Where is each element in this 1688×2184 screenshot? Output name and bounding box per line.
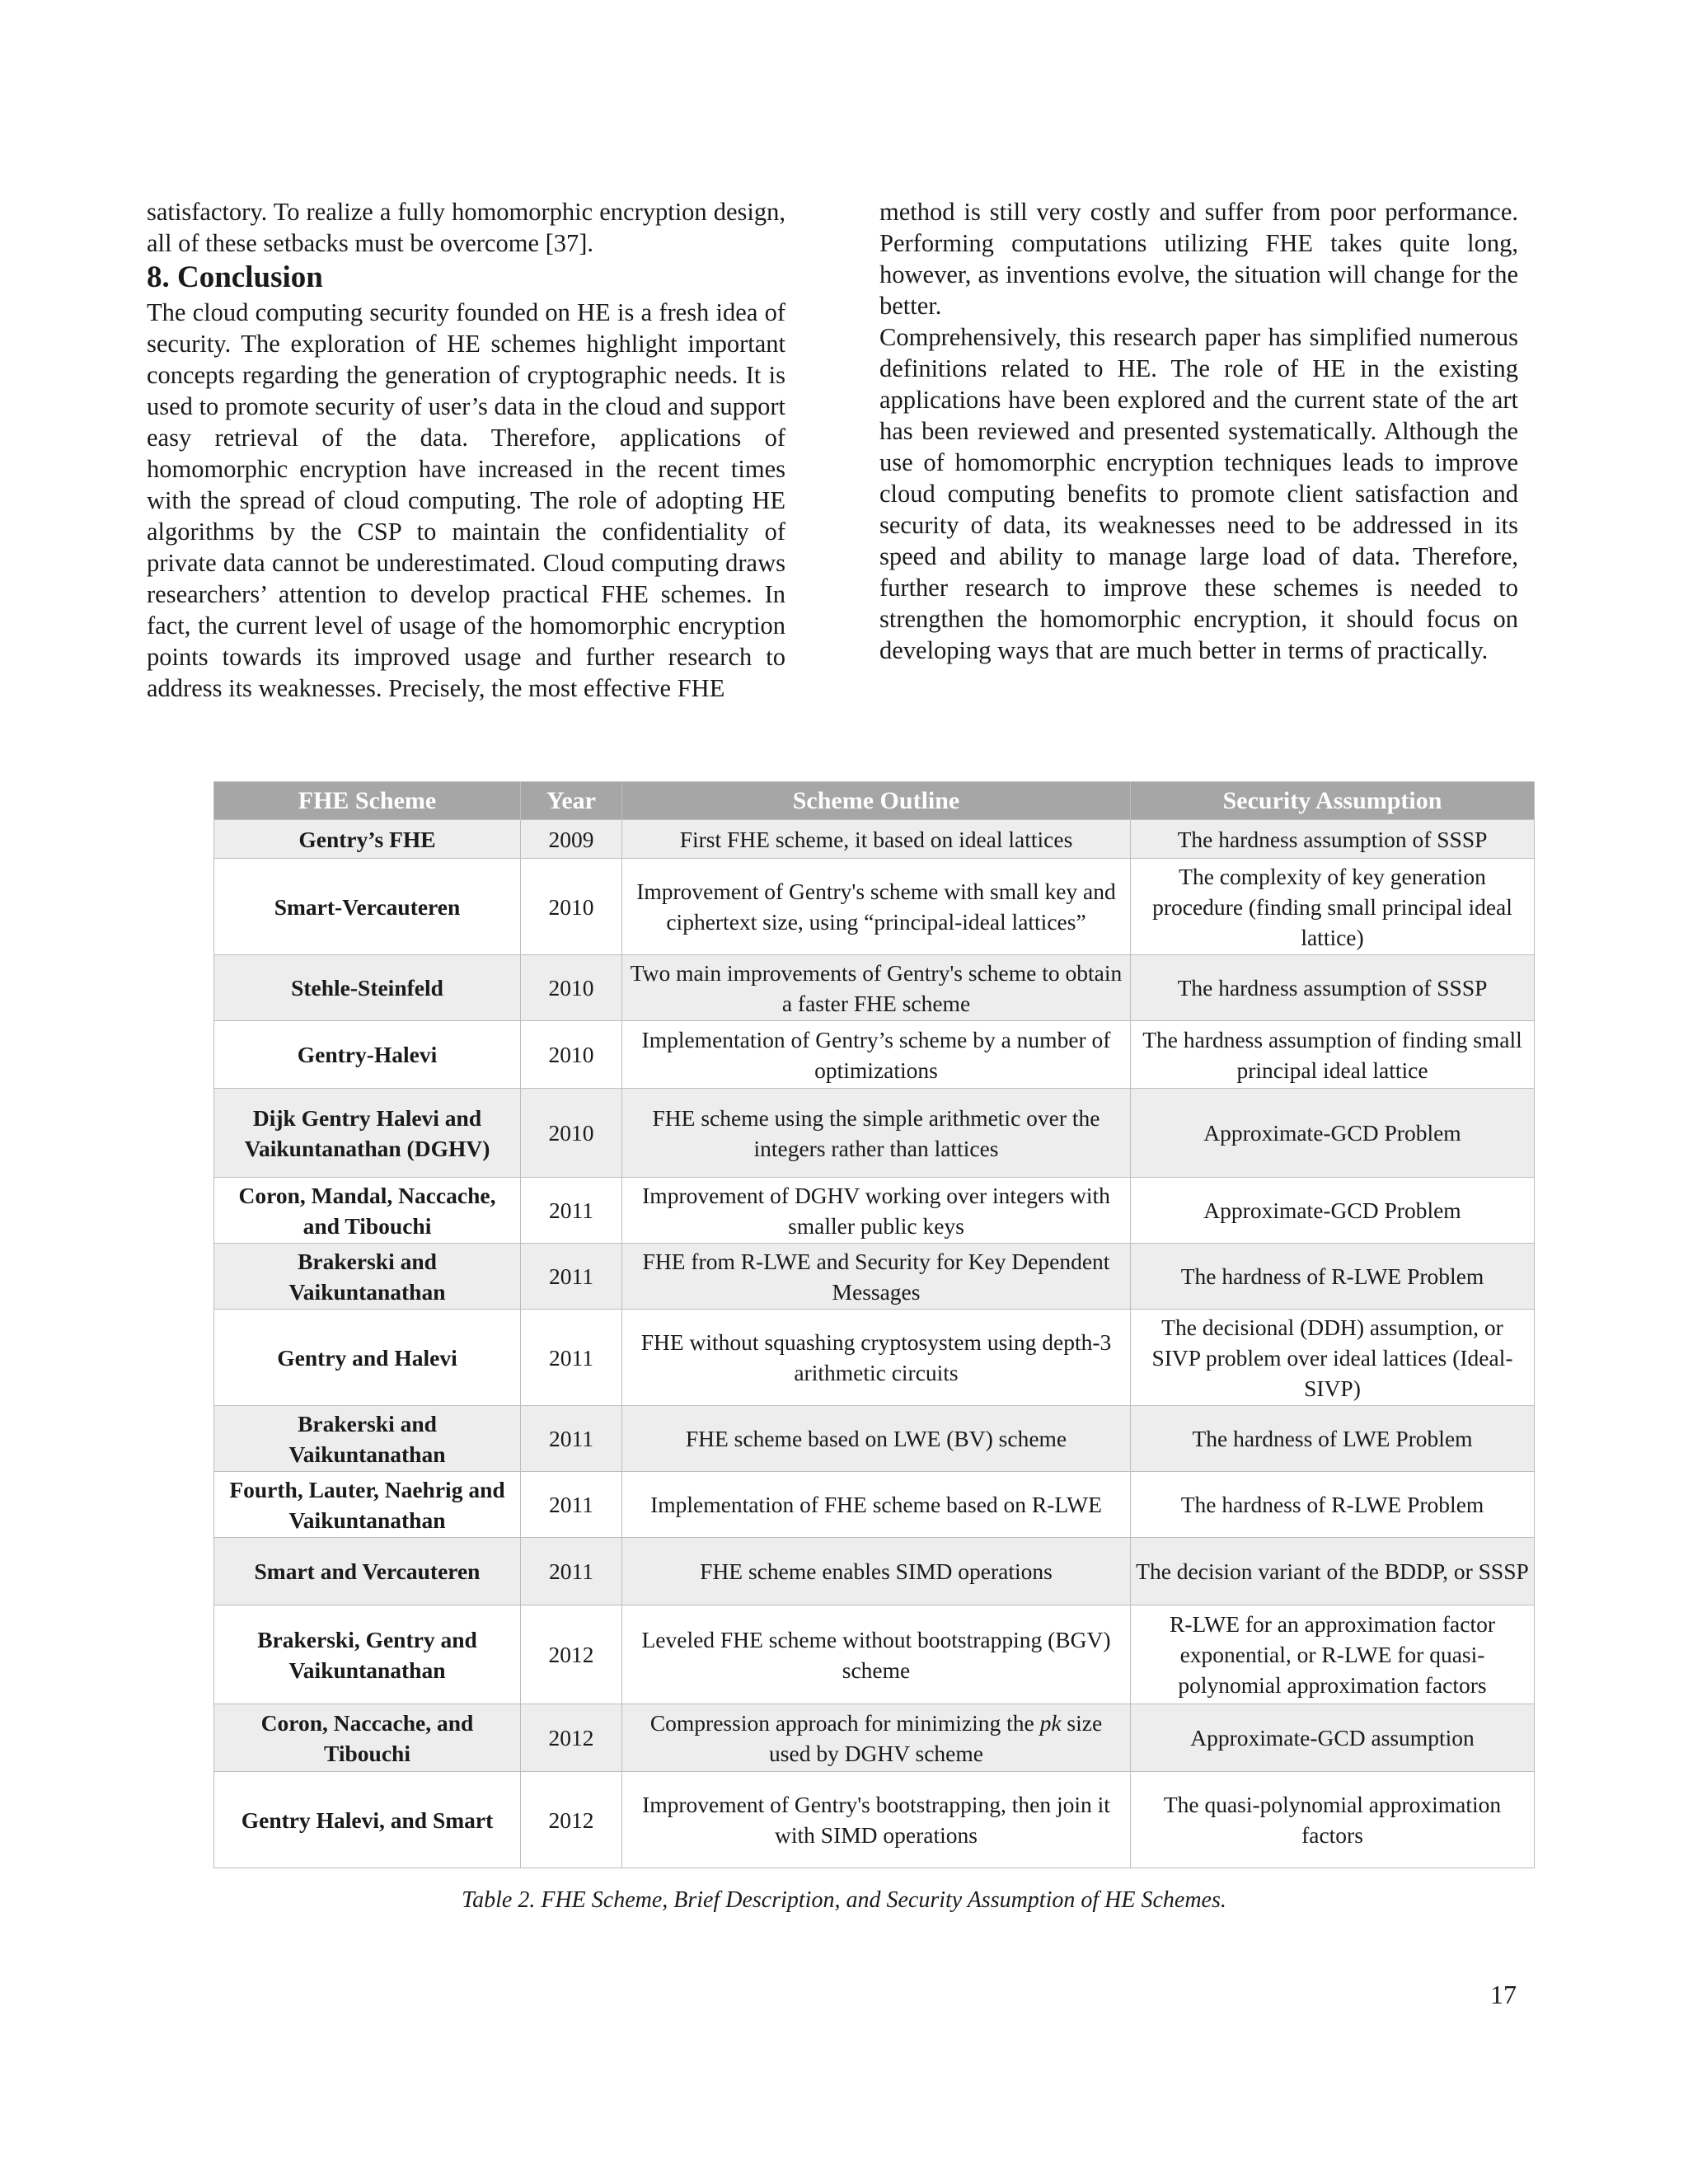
- header-cell: Year: [521, 782, 622, 820]
- scheme-cell: Brakerski, Gentry and Vaikuntanathan: [214, 1605, 521, 1704]
- left-text-column: [147, 196, 785, 704]
- year-cell: 2012: [521, 1772, 622, 1868]
- security-cell: The hardness assumption of SSSP: [1131, 820, 1535, 859]
- outline-cell: [622, 1704, 1131, 1772]
- scheme-cell: Gentry-Halevi: [214, 1021, 521, 1089]
- year-cell: 2012: [521, 1605, 622, 1704]
- outline-cell: FHE scheme enables SIMD operations: [622, 1538, 1131, 1605]
- scheme-cell: Fourth, Lauter, Naehrig and Vaikuntanathan: [214, 1472, 521, 1538]
- header-cell: Security Assumption: [1131, 782, 1535, 820]
- table-row: [214, 1704, 1535, 1772]
- outline-cell: Improvement of Gentry's scheme with small key and ciphertext size, using “principal-ideal lattices”: [622, 859, 1131, 955]
- security-cell: The complexity of key generation procedure (finding small principal ideal lattice): [1131, 859, 1535, 955]
- outline-text: Compression approach for minimizing the: [649, 1709, 1040, 1736]
- section-heading: 8. Conclusion: [147, 260, 323, 294]
- scheme-cell: Coron, Naccache, and Tibouchi: [214, 1704, 521, 1772]
- right-text-column: [879, 196, 1518, 666]
- table-row: [214, 1605, 1535, 1704]
- year-cell: 2011: [521, 1244, 622, 1310]
- outline-cell: First FHE scheme, it based on ideal lattices: [622, 820, 1131, 859]
- scheme-cell: Gentry and Halevi: [214, 1310, 521, 1406]
- scheme-cell: Smart-Vercauteren: [214, 859, 521, 955]
- security-cell: The decision variant of the BDDP, or SSSP: [1131, 1538, 1535, 1605]
- scheme-cell: Gentry’s FHE: [214, 820, 521, 859]
- security-cell: Approximate-GCD assumption: [1131, 1704, 1535, 1772]
- year-cell: 2010: [521, 955, 622, 1021]
- outline-cell: FHE without squashing cryptosystem using depth-3 arithmetic circuits: [622, 1310, 1131, 1406]
- outline-cell: FHE from R-LWE and Security for Key Dependent Messages: [622, 1244, 1131, 1310]
- table-row: [214, 1089, 1535, 1178]
- year-cell: 2010: [521, 1089, 622, 1178]
- security-cell: The hardness assumption of SSSP: [1131, 955, 1535, 1021]
- scheme-cell: Gentry Halevi, and Smart: [214, 1772, 521, 1868]
- table-row: [214, 1310, 1535, 1406]
- table-row: [214, 1406, 1535, 1472]
- year-cell: 2012: [521, 1704, 622, 1772]
- table-row: [214, 820, 1535, 859]
- table-row: [214, 1244, 1535, 1310]
- scheme-cell: Dijk Gentry Halevi and Vaikuntanathan (DGHV): [214, 1089, 521, 1178]
- table-row: [214, 1472, 1535, 1538]
- security-cell: The hardness of R-LWE Problem: [1131, 1244, 1535, 1310]
- outline-cell: Improvement of DGHV working over integers with smaller public keys: [622, 1178, 1131, 1244]
- scheme-cell: Brakerski and Vaikuntanathan: [214, 1406, 521, 1472]
- year-cell: 2011: [521, 1178, 622, 1244]
- outline-cell: FHE scheme based on LWE (BV) scheme: [622, 1406, 1131, 1472]
- year-cell: 2009: [521, 820, 622, 859]
- header-cell: Scheme Outline: [622, 782, 1131, 820]
- table-caption: Table 2. FHE Scheme, Brief Description, and Security Assumption of HE Schemes.: [462, 1887, 1226, 1913]
- paragraph: satisfactory. To realize a fully homomorphic encryption design, all of these setbacks must be overcome [37].: [147, 198, 785, 257]
- year-cell: 2011: [521, 1472, 622, 1538]
- outline-italic-text: pk: [1039, 1709, 1062, 1736]
- scheme-cell: Brakerski and Vaikuntanathan: [214, 1244, 521, 1310]
- fhe-schemes-table: [213, 781, 1535, 1868]
- security-cell: The hardness of LWE Problem: [1131, 1406, 1535, 1472]
- page-number: 17: [1490, 1980, 1517, 2009]
- year-cell: 2011: [521, 1310, 622, 1406]
- year-cell: 2011: [521, 1538, 622, 1605]
- header-cell: FHE Scheme: [214, 782, 521, 820]
- outline-cell: FHE scheme using the simple arithmetic over the integers rather than lattices: [622, 1089, 1131, 1178]
- security-cell: The hardness assumption of finding small principal ideal lattice: [1131, 1021, 1535, 1089]
- security-cell: Approximate-GCD Problem: [1131, 1089, 1535, 1178]
- paragraph: The cloud computing security founded on HE is a fresh idea of security. The exploration of HE schemes highlight important concepts regarding the generation of cryptographic needs. It is used to promote security of user’s data in the cloud and support easy retrieval of the data. Therefore, applications of homomorphic encryption have increased in the recent times with the spread of cloud computing. The role of adopting HE algorithms by the CSP to maintain the confidentiality of private data cannot be underestimated. Cloud computing draws researchers’ attention to develop practical FHE schemes. In fact, the current level of usage of the homomorphic encryption points towards its improved usage and further research to address its weaknesses. Precisely, the most effective FHE: [147, 298, 785, 702]
- outline-cell: Leveled FHE scheme without bootstrapping (BGV) scheme: [622, 1605, 1131, 1704]
- paragraph: Comprehensively, this research paper has simplified numerous definitions related to HE. The role of HE in the existing applications have been explored and the current state of the art has been reviewed and presented systematically. Although the use of homomorphic encryption techniques leads to improve cloud computing benefits to promote client satisfaction and security of data, its weaknesses need to be addressed in its speed and ability to manage large load of data. Therefore, further research to improve these schemes is needed to strengthen the homomorphic encryption, it should focus on developing ways that are much better in terms of practically.: [879, 323, 1518, 664]
- scheme-cell: Smart and Vercauteren: [214, 1538, 521, 1605]
- scheme-cell: Stehle-Steinfeld: [214, 955, 521, 1021]
- security-cell: The decisional (DDH) assumption, or SIVP problem over ideal lattices (Ideal-SIVP): [1131, 1310, 1535, 1406]
- table-row: [214, 1772, 1535, 1868]
- outline-cell: Implementation of FHE scheme based on R-LWE: [622, 1472, 1131, 1538]
- outline-cell: Improvement of Gentry's bootstrapping, then join it with SIMD operations: [622, 1772, 1131, 1868]
- outline-cell: Two main improvements of Gentry's scheme to obtain a faster FHE scheme: [622, 955, 1131, 1021]
- outline-text: size used by DGHV scheme: [769, 1709, 1103, 1766]
- year-cell: 2011: [521, 1406, 622, 1472]
- security-cell: The quasi-polynomial approximation factors: [1131, 1772, 1535, 1868]
- table-row: [214, 1178, 1535, 1244]
- year-cell: 2010: [521, 859, 622, 955]
- table-row: [214, 955, 1535, 1021]
- year-cell: 2010: [521, 1021, 622, 1089]
- security-cell: Approximate-GCD Problem: [1131, 1178, 1535, 1244]
- security-cell: R-LWE for an approximation factor exponential, or R-LWE for quasi-polynomial approximation factors: [1131, 1605, 1535, 1704]
- security-cell: The hardness of R-LWE Problem: [1131, 1472, 1535, 1538]
- table-header-row: [214, 782, 1535, 820]
- table-row: [214, 1021, 1535, 1089]
- paragraph: method is still very costly and suffer from poor performance. Performing computations utilizing FHE takes quite long, however, as inventions evolve, the situation will change for the better.: [879, 198, 1518, 320]
- outline-cell: Implementation of Gentry’s scheme by a number of optimizations: [622, 1021, 1131, 1089]
- table-row: [214, 859, 1535, 955]
- scheme-cell: Coron, Mandal, Naccache, and Tibouchi: [214, 1178, 521, 1244]
- table-row: [214, 1538, 1535, 1605]
